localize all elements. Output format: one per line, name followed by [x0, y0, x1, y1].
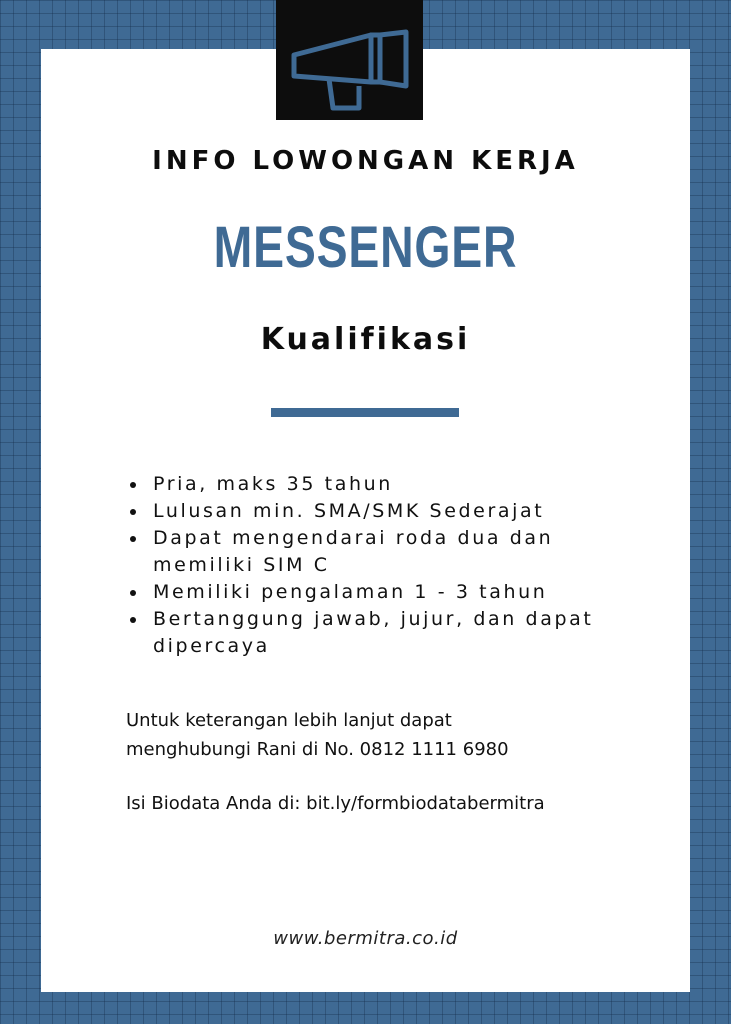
website-url: www.bermitra.co.id — [273, 928, 458, 949]
list-item: Memiliki pengalaman 1 - 3 tahun — [128, 579, 628, 606]
contact-line: menghubungi Rani di No. 0812 1111 6980 — [126, 739, 509, 760]
contact-line: Untuk keterangan lebih lanjut dapat — [126, 710, 452, 731]
list-item: Dapat mengendarai roda dua dan memiliki SIM C — [128, 525, 628, 579]
biodata-link: Isi Biodata Anda di: bit.ly/formbiodatabermitra — [126, 793, 545, 814]
icon-box — [276, 0, 423, 120]
qualification-list — [128, 471, 628, 660]
list-item: Bertanggung jawab, jujur, dan dapat dipercaya — [128, 606, 628, 660]
list-item: Pria, maks 35 tahun — [128, 471, 628, 498]
section-title: Kualifikasi — [260, 322, 471, 357]
divider — [271, 408, 459, 417]
megaphone-icon — [276, 0, 423, 120]
list-item: Lulusan min. SMA/SMK Sederajat — [128, 498, 628, 525]
page-heading: INFO LOWONGAN KERJA — [152, 146, 579, 176]
job-title: MESSENGER — [213, 215, 518, 280]
contact-info — [126, 706, 646, 764]
